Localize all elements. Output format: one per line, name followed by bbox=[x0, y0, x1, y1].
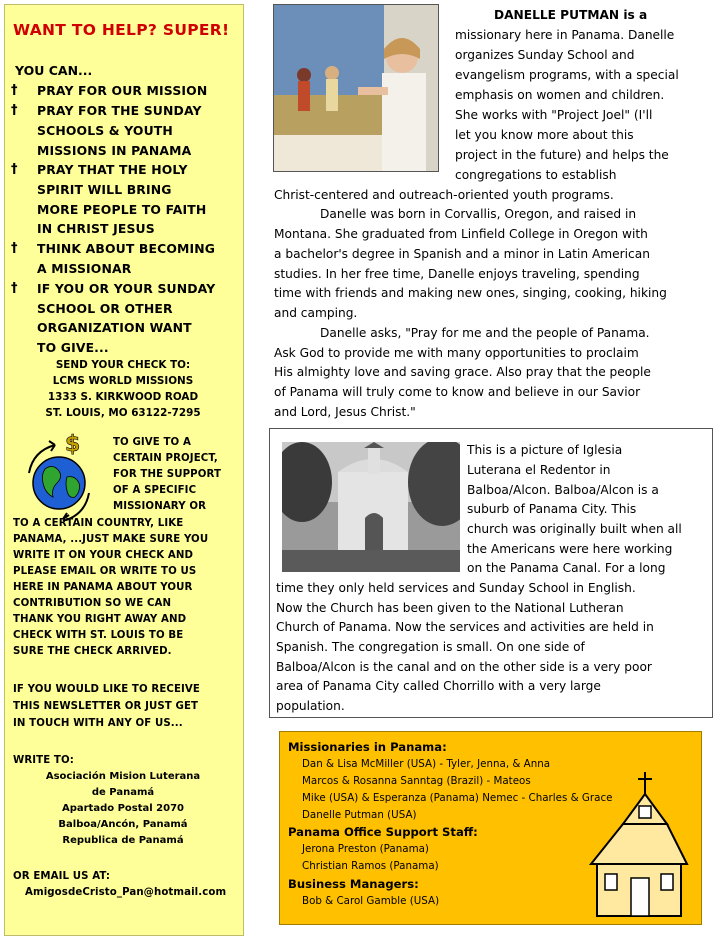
church-text-line: Spanish. The congregation is small. On one side of bbox=[276, 640, 585, 654]
mailing-address-line: de Panamá bbox=[91, 787, 155, 798]
danelle-bio-line: project in the future) and helps the bbox=[455, 148, 669, 162]
church-text-line: Luterana el Redentor in bbox=[467, 463, 611, 477]
manager-entry: Bob & Carol Gamble (USA) bbox=[302, 895, 440, 907]
mailing-address-line: Balboa/Ancón, Panamá bbox=[58, 819, 188, 830]
prayer-item-line: TO GIVE... bbox=[37, 340, 109, 355]
church-text-line: Now the Church has been given to the National Lutheran bbox=[276, 601, 624, 615]
give-project-line: FOR THE SUPPORT bbox=[113, 469, 222, 480]
cross-bullet-icon: † bbox=[11, 162, 18, 177]
globe-with-arrows-icon bbox=[15, 433, 107, 521]
danelle-name-heading: DANELLE PUTMAN is a bbox=[494, 8, 648, 22]
danelle-bio-line: missionary here in Panama. Danelle bbox=[455, 28, 675, 42]
send-check-line: 1333 S. KIRKWOOD ROAD bbox=[47, 391, 199, 403]
give-project-line: WRITE IT ON YOUR CHECK AND bbox=[13, 550, 194, 561]
cross-bullet-icon: † bbox=[11, 83, 18, 98]
prayer-item-line: IN CHRIST JESUS bbox=[37, 221, 155, 236]
danelle-bio-line: and camping. bbox=[274, 306, 358, 320]
prayer-item-line: THINK ABOUT BECOMING bbox=[37, 241, 216, 256]
newsletter-line: IN TOUCH WITH ANY OF US... bbox=[13, 718, 183, 729]
prayer-item-line: MISSIONS IN PANAMA bbox=[37, 143, 192, 158]
church-text-line: Balboa/Alcon. Balboa/Alcon is a bbox=[467, 483, 659, 497]
church-text-line: church was originally built when all bbox=[467, 522, 682, 536]
missionaries-box bbox=[279, 731, 702, 925]
prayer-item-line: PRAY FOR THE SUNDAY bbox=[37, 103, 202, 118]
give-project-line: HERE IN PANAMA ABOUT YOUR bbox=[13, 582, 193, 593]
danelle-bio-line: His almighty love and saving grace. Also pray that the people bbox=[274, 365, 651, 379]
give-project-line: PLEASE EMAIL OR WRITE TO US bbox=[13, 566, 197, 577]
give-project-line: PANAMA, ...JUST MAKE SURE YOU bbox=[13, 534, 209, 545]
danelle-bio-line: Danelle was born in Corvallis, Oregon, and raised in bbox=[320, 207, 637, 221]
danelle-bio-line: Danelle asks, "Pray for me and the people of Panama. bbox=[320, 326, 650, 340]
church-text-line: Balboa/Alcon is the canal and on the other side is a very poor bbox=[276, 660, 652, 674]
mailing-address-line: Apartado Postal 2070 bbox=[61, 803, 185, 814]
danelle-bio-line: evangelism programs, with a special bbox=[455, 68, 679, 82]
prayer-item-line: PRAY THAT THE HOLY bbox=[37, 162, 188, 177]
staff-entry: Christian Ramos (Panama) bbox=[302, 860, 439, 872]
prayer-item-line: SPIRIT WILL BRING bbox=[37, 182, 172, 197]
danelle-bio-line: Christ-centered and outreach-oriented youth programs. bbox=[274, 188, 614, 202]
prayer-item-line: IF YOU OR YOUR SUNDAY bbox=[37, 281, 216, 296]
email-label: OR EMAIL US AT: bbox=[13, 871, 111, 882]
give-project-line: TO GIVE TO A bbox=[113, 437, 191, 448]
missionary-entry: Marcos & Rosanna Sanntag (Brazil) - Mateos bbox=[302, 775, 531, 787]
danelle-bio-line: let you know more about this bbox=[455, 128, 634, 142]
give-project-line: CONTRIBUTION SO WE CAN bbox=[13, 598, 172, 609]
missionary-entry: Mike (USA) & Esperanza (Panama) Nemec - Charles & Grace bbox=[302, 792, 613, 804]
danelle-photo bbox=[273, 4, 439, 172]
church-text-line: on the Panama Canal. For a long bbox=[467, 561, 666, 575]
mailing-address-line: Republica de Panamá bbox=[62, 835, 184, 846]
business-managers-heading: Business Managers: bbox=[288, 877, 419, 891]
newsletter-line: IF YOU WOULD LIKE TO RECEIVE bbox=[13, 684, 200, 695]
church-text-line: the Americans were here working bbox=[467, 542, 673, 556]
give-project-line: CERTAIN PROJECT, bbox=[113, 453, 218, 464]
church-text-line: This is a picture of Iglesia bbox=[467, 443, 623, 457]
danelle-bio-line: congregations to establish bbox=[455, 168, 617, 182]
danelle-bio-line: studies. In her free time, Danelle enjoys traveling, spending bbox=[274, 267, 640, 281]
prayer-item-line: ORGANIZATION WANT bbox=[37, 320, 192, 335]
missionary-entry: Dan & Lisa McMiller (USA) - Tyler, Jenna, & Anna bbox=[302, 758, 551, 770]
danelle-bio-line: She works with "Project Joel" (I'll bbox=[455, 108, 653, 122]
give-project-line: SURE THE CHECK ARRIVED. bbox=[13, 646, 172, 657]
you-can-heading: YOU CAN... bbox=[15, 63, 93, 78]
cross-bullet-icon: † bbox=[11, 103, 18, 118]
church-photo bbox=[282, 442, 460, 572]
missionary-entry: Danelle Putman (USA) bbox=[302, 809, 417, 821]
danelle-bio-line: emphasis on women and children. bbox=[455, 88, 665, 102]
give-project-line: CHECK WITH ST. LOUIS TO BE bbox=[13, 630, 184, 641]
svg-text:$: $ bbox=[65, 433, 81, 457]
danelle-bio-line: time with friends and making new ones, singing, cooking, hiking bbox=[274, 286, 667, 300]
prayer-item-line: SCHOOL OR OTHER bbox=[37, 301, 173, 316]
mailing-address-line: Asociación Mision Luterana bbox=[45, 771, 201, 782]
chapel-icon bbox=[583, 768, 691, 918]
staff-entry: Jerona Preston (Panama) bbox=[302, 843, 429, 855]
church-text-line: suburb of Panama City. This bbox=[467, 502, 637, 516]
support-staff-heading: Panama Office Support Staff: bbox=[288, 825, 478, 839]
give-project-line: MISSIONARY OR bbox=[113, 501, 207, 512]
prayer-item-line: PRAY FOR OUR MISSION bbox=[37, 83, 208, 98]
danelle-bio-line: Ask God to provide me with many opportunities to proclaim bbox=[274, 346, 639, 360]
give-project-line: TO A CERTAIN COUNTRY, LIKE bbox=[13, 518, 184, 529]
prayer-item-line: MORE PEOPLE TO FAITH bbox=[37, 202, 207, 217]
danelle-bio-line: of Panama will truly come to know and believe in our Savior bbox=[274, 385, 641, 399]
cross-bullet-icon: † bbox=[11, 281, 18, 296]
sidebar-panel bbox=[4, 4, 244, 936]
send-check-line: LCMS WORLD MISSIONS bbox=[52, 375, 194, 387]
email-address: AmigosdeCristo_Pan@hotmail.com bbox=[25, 887, 227, 898]
newsletter-line: THIS NEWSLETTER OR JUST GET bbox=[13, 701, 199, 712]
church-text-line: Church of Panama. Now the services and activities are held in bbox=[276, 620, 654, 634]
prayer-item-line: A MISSIONAR bbox=[37, 261, 132, 276]
danelle-bio-line: Montana. She graduated from Linfield College in Oregon with bbox=[274, 227, 648, 241]
danelle-bio-line: organizes Sunday School and bbox=[455, 48, 635, 62]
send-check-line: ST. LOUIS, MO 63122-7295 bbox=[45, 407, 201, 419]
cross-bullet-icon: † bbox=[11, 241, 18, 256]
sidebar-title: WANT TO HELP? SUPER! bbox=[13, 21, 230, 39]
prayer-item-line: SCHOOLS & YOUTH bbox=[37, 123, 173, 138]
danelle-bio-line: and Lord, Jesus Christ." bbox=[274, 405, 416, 419]
write-to-label: WRITE TO: bbox=[13, 755, 74, 766]
church-text-line: population. bbox=[276, 699, 345, 713]
danelle-bio-line: a bachelor's degree in Spanish and a minor in Latin American bbox=[274, 247, 650, 261]
missionaries-heading: Missionaries in Panama: bbox=[288, 740, 447, 754]
send-check-line: SEND YOUR CHECK TO: bbox=[55, 359, 191, 371]
give-project-line: THANK YOU RIGHT AWAY AND bbox=[13, 614, 187, 625]
give-project-line: OF A SPECIFIC bbox=[113, 485, 197, 496]
church-text-line: time they only held services and Sunday School in English. bbox=[276, 581, 636, 595]
church-text-line: area of Panama City called Chorrillo with a very large bbox=[276, 679, 601, 693]
